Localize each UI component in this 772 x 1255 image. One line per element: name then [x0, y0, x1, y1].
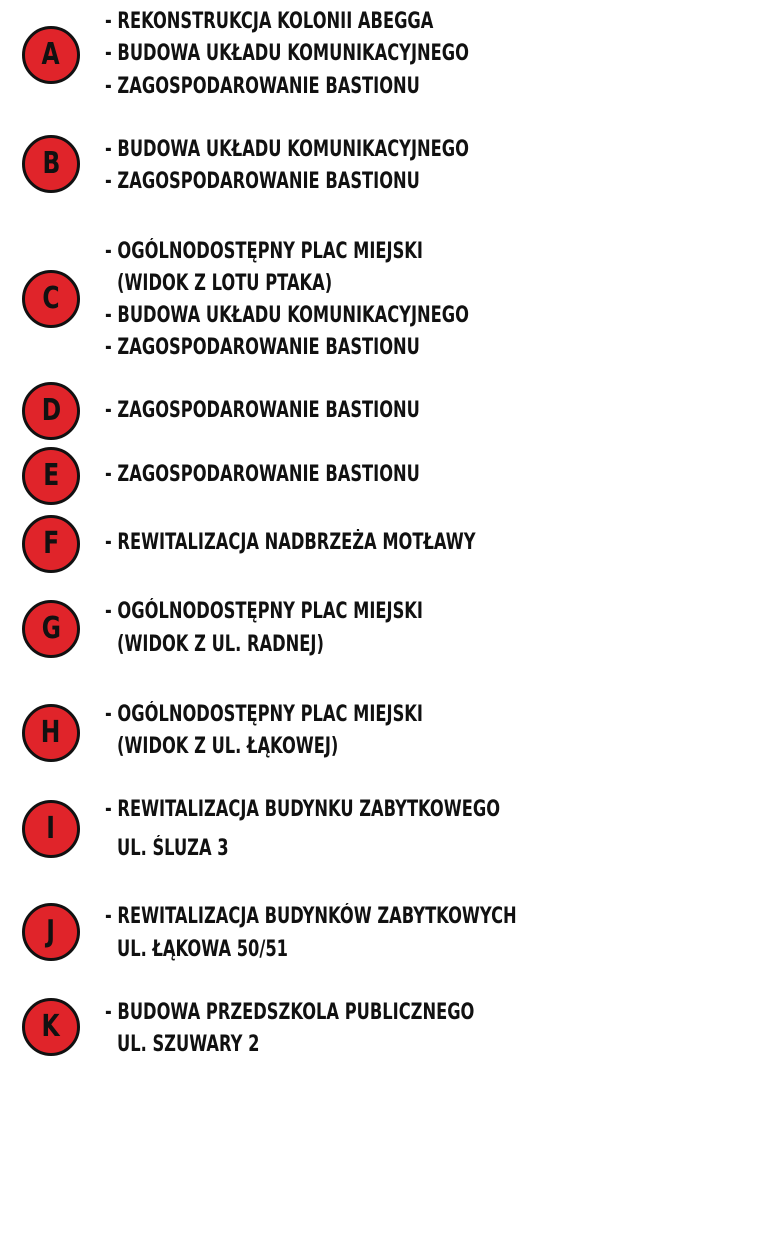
badge-j — [22, 903, 80, 961]
entry-line: - OGÓLNODOSTĘPNY PLAC MIEJSKI — [105, 702, 423, 727]
badge-letter: J — [46, 914, 56, 949]
entry-line: - ZAGOSPODAROWANIE BASTIONU — [105, 169, 420, 194]
entry-line: UL. ŁĄKOWA 50/51 — [117, 937, 288, 962]
badge-i — [22, 800, 80, 858]
badge-h — [22, 704, 80, 762]
entry-line: - ZAGOSPODAROWANIE BASTIONU — [105, 335, 420, 360]
entry-line: - OGÓLNODOSTĘPNY PLAC MIEJSKI — [105, 239, 423, 264]
badge-d — [22, 382, 80, 440]
badge-letter: H — [41, 715, 61, 750]
badge-letter: K — [41, 1009, 61, 1044]
badge-a — [22, 26, 80, 84]
badge-c — [22, 270, 80, 328]
badge-e — [22, 447, 80, 505]
entry-line: - REKONSTRUKCJA KOLONII ABEGGA — [105, 9, 434, 34]
entry-line: (WIDOK Z LOTU PTAKA) — [117, 271, 333, 296]
badge-k — [22, 998, 80, 1056]
entry-line: - ZAGOSPODAROWANIE BASTIONU — [105, 398, 420, 423]
entry-line: - BUDOWA UKŁADU KOMUNIKACYJNEGO — [105, 303, 469, 328]
badge-letter: F — [43, 526, 59, 561]
entry-line: UL. SZUWARY 2 — [117, 1032, 260, 1057]
badge-b — [22, 135, 80, 193]
badge-g — [22, 600, 80, 658]
entry-line: - REWITALIZACJA NADBRZEŻA MOTŁAWY — [105, 530, 476, 555]
entry-line: (WIDOK Z UL. ŁĄKOWEJ) — [117, 734, 339, 759]
entry-line: - BUDOWA UKŁADU KOMUNIKACYJNEGO — [105, 137, 469, 162]
badge-letter: C — [42, 281, 60, 316]
badge-letter: E — [43, 458, 59, 493]
entry-line: - REWITALIZACJA BUDYNKU ZABYTKOWEGO — [105, 797, 501, 822]
entry-line: (WIDOK Z UL. RADNEJ) — [117, 632, 324, 657]
entry-line: - BUDOWA PRZEDSZKOLA PUBLICZNEGO — [105, 1000, 475, 1025]
badge-f — [22, 515, 80, 573]
entry-line: - BUDOWA UKŁADU KOMUNIKACYJNEGO — [105, 41, 469, 66]
entry-line: - OGÓLNODOSTĘPNY PLAC MIEJSKI — [105, 599, 423, 624]
badge-letter: G — [41, 611, 61, 646]
badge-letter: D — [41, 393, 61, 428]
entry-line: UL. ŚLUZA 3 — [117, 836, 229, 861]
entry-line: - REWITALIZACJA BUDYNKÓW ZABYTKOWYCH — [105, 904, 517, 929]
badge-letter: I — [46, 811, 56, 846]
badge-letter: B — [42, 146, 60, 181]
entry-line: - ZAGOSPODAROWANIE BASTIONU — [105, 74, 420, 99]
entry-line: - ZAGOSPODAROWANIE BASTIONU — [105, 462, 420, 487]
badge-letter: A — [41, 37, 61, 72]
